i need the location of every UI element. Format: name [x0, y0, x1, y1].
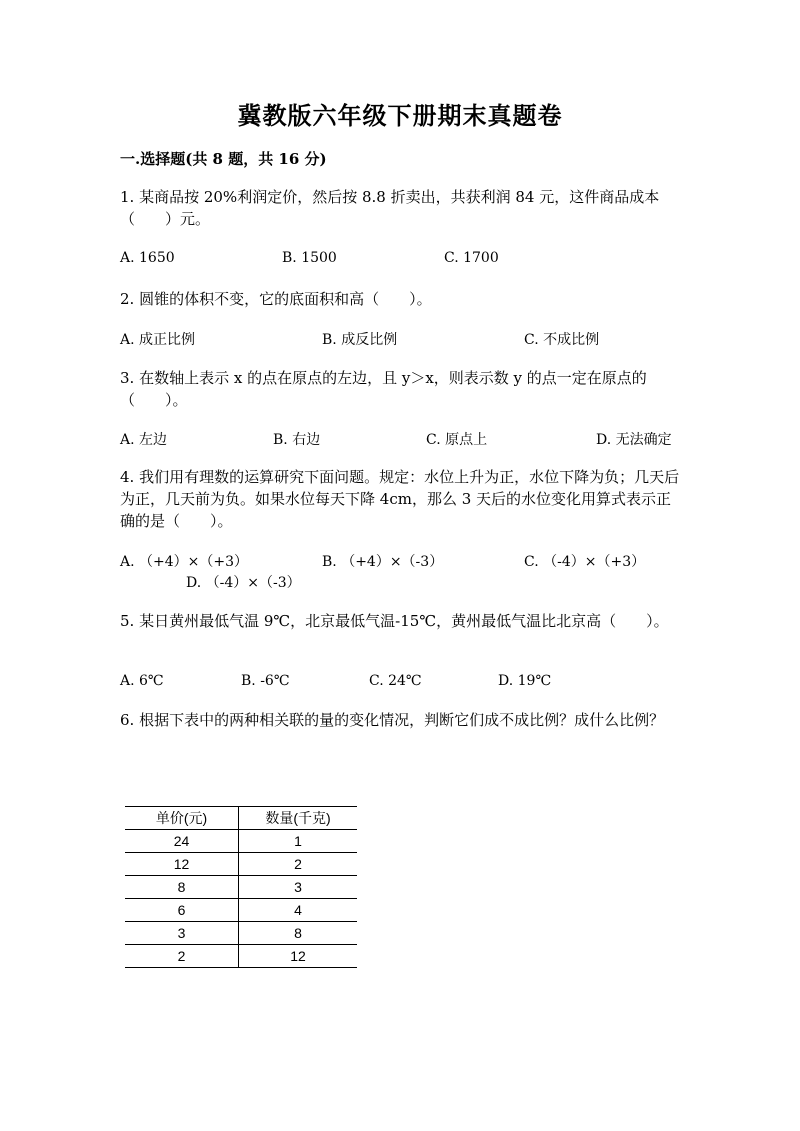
table-cell: 2 — [239, 853, 358, 876]
table-row — [125, 899, 357, 922]
question-3-option-b: B. 右边 — [273, 432, 321, 448]
question-3-text: 3. 在数轴上表示 x 的点在原点的左边，且 y＞x，则表示数 y 的点一定在原点的（ ）。 — [120, 369, 647, 409]
table-cell: 24 — [125, 830, 239, 853]
table-cell: 1 — [239, 830, 358, 853]
table-row — [125, 922, 357, 945]
question-1-text: 1. 某商品按 20%利润定价，然后按 8.8 折卖出，共获利润 84 元，这件商品成本（ ）元。 — [120, 188, 660, 228]
table-cell: 8 — [125, 876, 239, 899]
question-1-option-c: C. 1700 — [444, 250, 499, 266]
question-4-option-c: C. （-4）×（+3） — [524, 554, 646, 570]
table-row — [125, 830, 357, 853]
table-cell: 3 — [125, 922, 239, 945]
table-cell: 2 — [125, 945, 239, 968]
question-4-option-b: B. （+4）×（-3） — [322, 554, 444, 570]
question-2-option-c: C. 不成比例 — [524, 332, 600, 348]
question-4-text: 4. 我们用有理数的运算研究下面问题。规定：水位上升为正，水位下降为负；几天后为正，几天前为负。如果水位每天下降 4cm，那么 3 天后的水位变化用算式表示正确的是（ ）。 — [120, 468, 680, 530]
table-header-quantity: 数量(千克) — [239, 807, 358, 830]
section-heading: 一.选择题(共 8 题，共 16 分) — [120, 150, 327, 168]
question-5-option-d: D. 19℃ — [498, 673, 552, 689]
question-4-option-d: D. （-4）×（-3） — [186, 575, 301, 591]
question-3-option-a: A. 左边 — [120, 432, 168, 448]
table-header-row — [125, 807, 357, 830]
question-3-option-d: D. 无法确定 — [596, 432, 672, 448]
question-1-option-a: A. 1650 — [120, 250, 175, 266]
table-cell: 6 — [125, 899, 239, 922]
table-row — [125, 876, 357, 899]
page-title: 冀教版六年级下册期末真题卷 — [237, 101, 563, 130]
table-row — [125, 853, 357, 876]
data-table — [125, 806, 357, 968]
table-cell: 12 — [239, 945, 358, 968]
question-2-option-b: B. 成反比例 — [322, 332, 398, 348]
table-cell: 4 — [239, 899, 358, 922]
table-cell: 8 — [239, 922, 358, 945]
question-5-option-b: B. -6℃ — [241, 673, 290, 689]
question-6-text: 6. 根据下表中的两种相关联的量的变化情况，判断它们成不成比例？成什么比例？ — [120, 711, 665, 729]
table-cell: 3 — [239, 876, 358, 899]
table-cell: 12 — [125, 853, 239, 876]
question-5-option-a: A. 6℃ — [120, 673, 164, 689]
question-5-option-c: C. 24℃ — [369, 673, 422, 689]
question-4-option-a: A. （+4）×（+3） — [120, 554, 249, 570]
table-row — [125, 945, 357, 968]
question-2-text: 2. 圆锥的体积不变，它的底面积和高（ ）。 — [120, 290, 432, 308]
question-2-option-a: A. 成正比例 — [120, 332, 196, 348]
question-3-option-c: C. 原点上 — [426, 432, 488, 448]
table-header-unit-price: 单价(元) — [125, 807, 239, 830]
question-5-text: 5. 某日黄州最低气温 9℃，北京最低气温-15℃，黄州最低气温比北京高（ ）。 — [120, 612, 669, 630]
question-1-option-b: B. 1500 — [282, 250, 337, 266]
